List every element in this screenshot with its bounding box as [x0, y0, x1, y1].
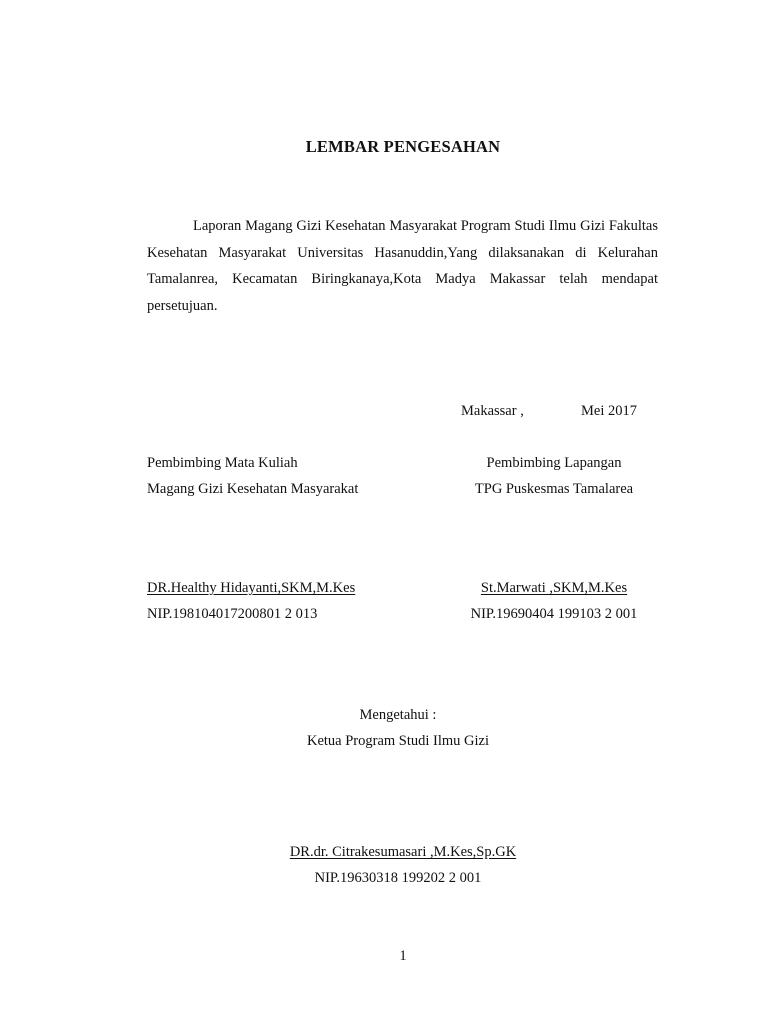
supervisor-right-signature — [440, 576, 668, 627]
head-nip: NIP.19630318 199202 2 001 — [314, 869, 482, 886]
place-text: Makassar , — [461, 403, 524, 419]
page-number: 1 — [399, 948, 407, 964]
head-signature — [0, 840, 768, 891]
acknowledgement-label: Mengetahui : — [359, 707, 437, 723]
supervisor-right-role-line2: TPG Puskesmas Tamalarea — [474, 480, 634, 497]
supervisor-left-role-line2: Magang Gizi Kesehatan Masyarakat — [147, 480, 359, 497]
acknowledgement-block — [0, 703, 768, 754]
supervisor-right-role — [440, 451, 668, 502]
supervisor-left-role-line1: Pembimbing Mata Kuliah — [147, 455, 298, 471]
intro-paragraph: Laporan Magang Gizi Kesehatan Masyarakat Program Studi Ilmu Gizi Fakultas Kesehatan Masyarakat Universitas Hasanuddin,Yang dilaksanakan di Kelurahan Tamalanrea, Kecamatan Biringkanaya,Kota Madya Makassar telah mendapat persetujuan. — [147, 218, 658, 314]
supervisor-right-role-line1: Pembimbing Lapangan — [486, 455, 622, 471]
supervisor-left-signature — [147, 576, 355, 627]
supervisor-left-name: DR.Healthy Hidayanti,SKM,M.Kes — [147, 580, 356, 596]
supervisor-right-nip: NIP.19690404 199103 2 001 — [470, 605, 638, 622]
supervisor-right-name: St.Marwati ,SKM,M.Kes — [480, 580, 628, 596]
page-title: LEMBAR PENGESAHAN — [305, 137, 501, 156]
date-text: Mei 2017 — [581, 403, 637, 419]
supervisor-left-nip: NIP.198104017200801 2 013 — [147, 605, 318, 622]
supervisor-left-role — [147, 451, 358, 502]
acknowledgement-role: Ketua Program Studi Ilmu Gizi — [306, 732, 490, 749]
head-name: DR.dr. Citrakesumasari ,M.Kes,Sp.GK — [289, 844, 517, 860]
